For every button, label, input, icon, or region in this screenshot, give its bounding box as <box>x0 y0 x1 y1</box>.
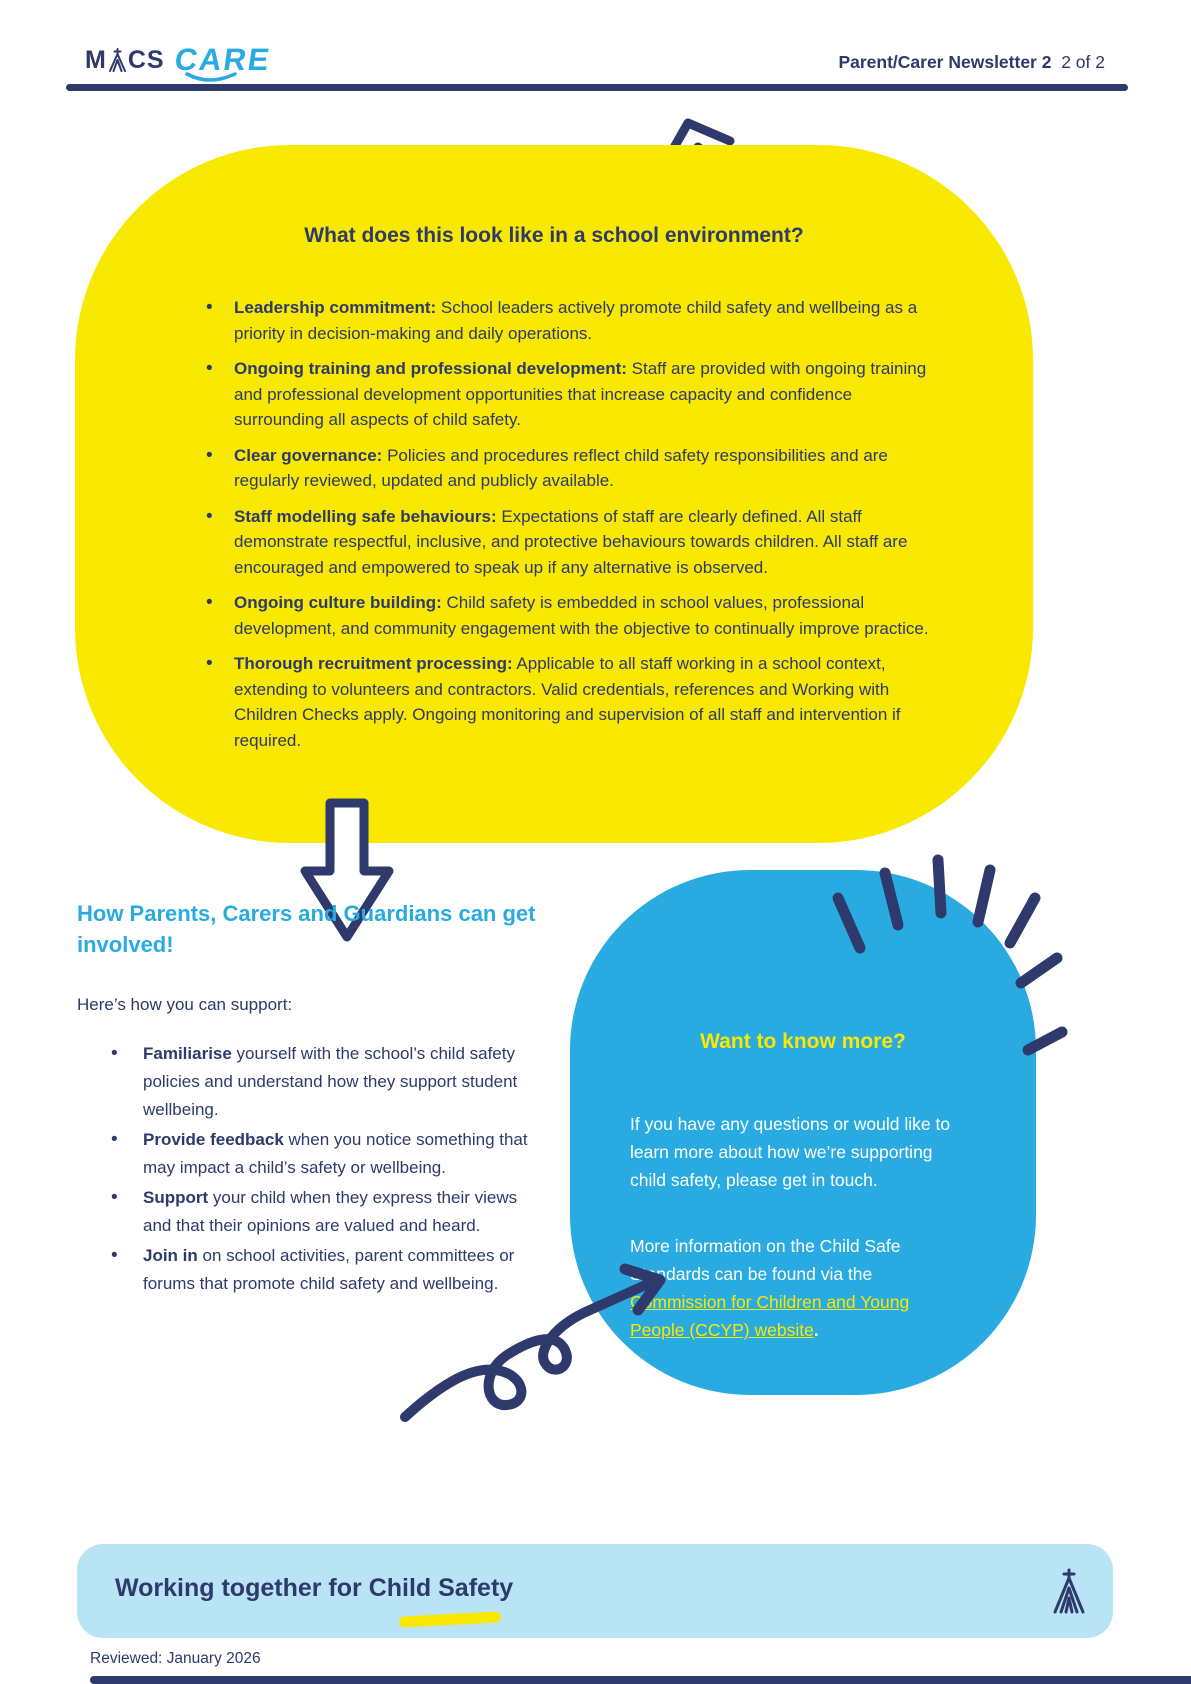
know-more-paragraph-link: More information on the Child Safe Standards can be found via the Commission for Children and Young People (CCYP) website. <box>630 1236 910 1340</box>
rays-doodle <box>810 840 1070 1070</box>
list-item: • Familiarise yourself with the school’s child safety policies and understand how they support student wellbeing. <box>105 1040 535 1124</box>
care-wordmark: CARE <box>172 44 272 75</box>
list-item: • Leadership commitment: School leaders actively promote child safety and wellbeing as a priority in decision-making and daily operations. <box>200 295 930 346</box>
macs-spire-icon <box>1051 1568 1087 1614</box>
school-environment-list <box>200 295 930 763</box>
spire-icon <box>108 48 127 72</box>
newsletter-title-bold: Parent/Carer Newsletter 2 <box>838 52 1052 72</box>
list-item: • Support your child when they express their views and that their opinions are valued and heard. <box>105 1184 535 1240</box>
reviewed-date: Reviewed: January 2026 <box>90 1650 261 1667</box>
list-item: • Provide feedback when you notice something that may impact a child’s safety or wellbeing. <box>105 1126 535 1182</box>
school-environment-heading: What does this look like in a school environment? <box>304 224 804 247</box>
ccyp-website-link[interactable]: Commission for Children and Young People (CCYP) website <box>630 1292 910 1340</box>
list-item: • Join in on school activities, parent committees or forums that promote child safety and wellbeing. <box>105 1242 535 1298</box>
footer-rule <box>90 1676 1191 1684</box>
want-to-know-more-heading: Want to know more? <box>700 1030 906 1053</box>
involved-heading: How Parents, Carers and Guardians can get involved! <box>77 901 536 958</box>
page-number: 2 of 2 <box>1061 52 1105 72</box>
yellow-highlight <box>399 1611 501 1627</box>
curly-arrow-doodle <box>395 1255 695 1435</box>
school-environment-panel <box>75 145 1033 843</box>
banner-text: Working together for Child Safety <box>115 1574 514 1602</box>
macs-wordmark <box>85 46 165 75</box>
involved-intro: Here’s how you can support: <box>77 995 293 1014</box>
list-item: • Clear governance: Policies and procedures reflect child safety responsibilities and are regularly reviewed, updated and publicly available. <box>200 443 930 494</box>
footer-banner <box>77 1544 1113 1638</box>
macs-letter-m: M <box>85 46 107 74</box>
header-logo <box>85 42 273 77</box>
smile-icon <box>179 71 241 85</box>
know-more-paragraph: If you have any questions or would like to learn more about how we’re supporting child safety, please get in touch. <box>630 1114 951 1190</box>
header-rule <box>66 84 1128 91</box>
list-item: • Ongoing training and professional development: Staff are provided with ongoing training and professional development opportunities that increase capacity and confidence surrounding all aspects of child safety. <box>200 356 930 433</box>
list-item: • Thorough recruitment processing: Applicable to all staff working in a school context, extending to volunteers and contractors. Valid credentials, references and Working with Children Checks apply. Ongoing monitoring and supervision of all staff and intervention if required. <box>200 651 930 753</box>
list-item: • Ongoing culture building: Child safety is embedded in school values, professional development, and community engagement with the objective to continually improve practice. <box>200 590 930 641</box>
macs-letters-cs: CS <box>127 46 165 74</box>
list-item: • Staff modelling safe behaviours: Expectations of staff are clearly defined. All staff demonstrate respectful, inclusive, and protective behaviours towards children. All staff are encouraged and empowered to speak up if any alternative is observed. <box>200 504 930 581</box>
newsletter-title <box>838 52 1105 73</box>
